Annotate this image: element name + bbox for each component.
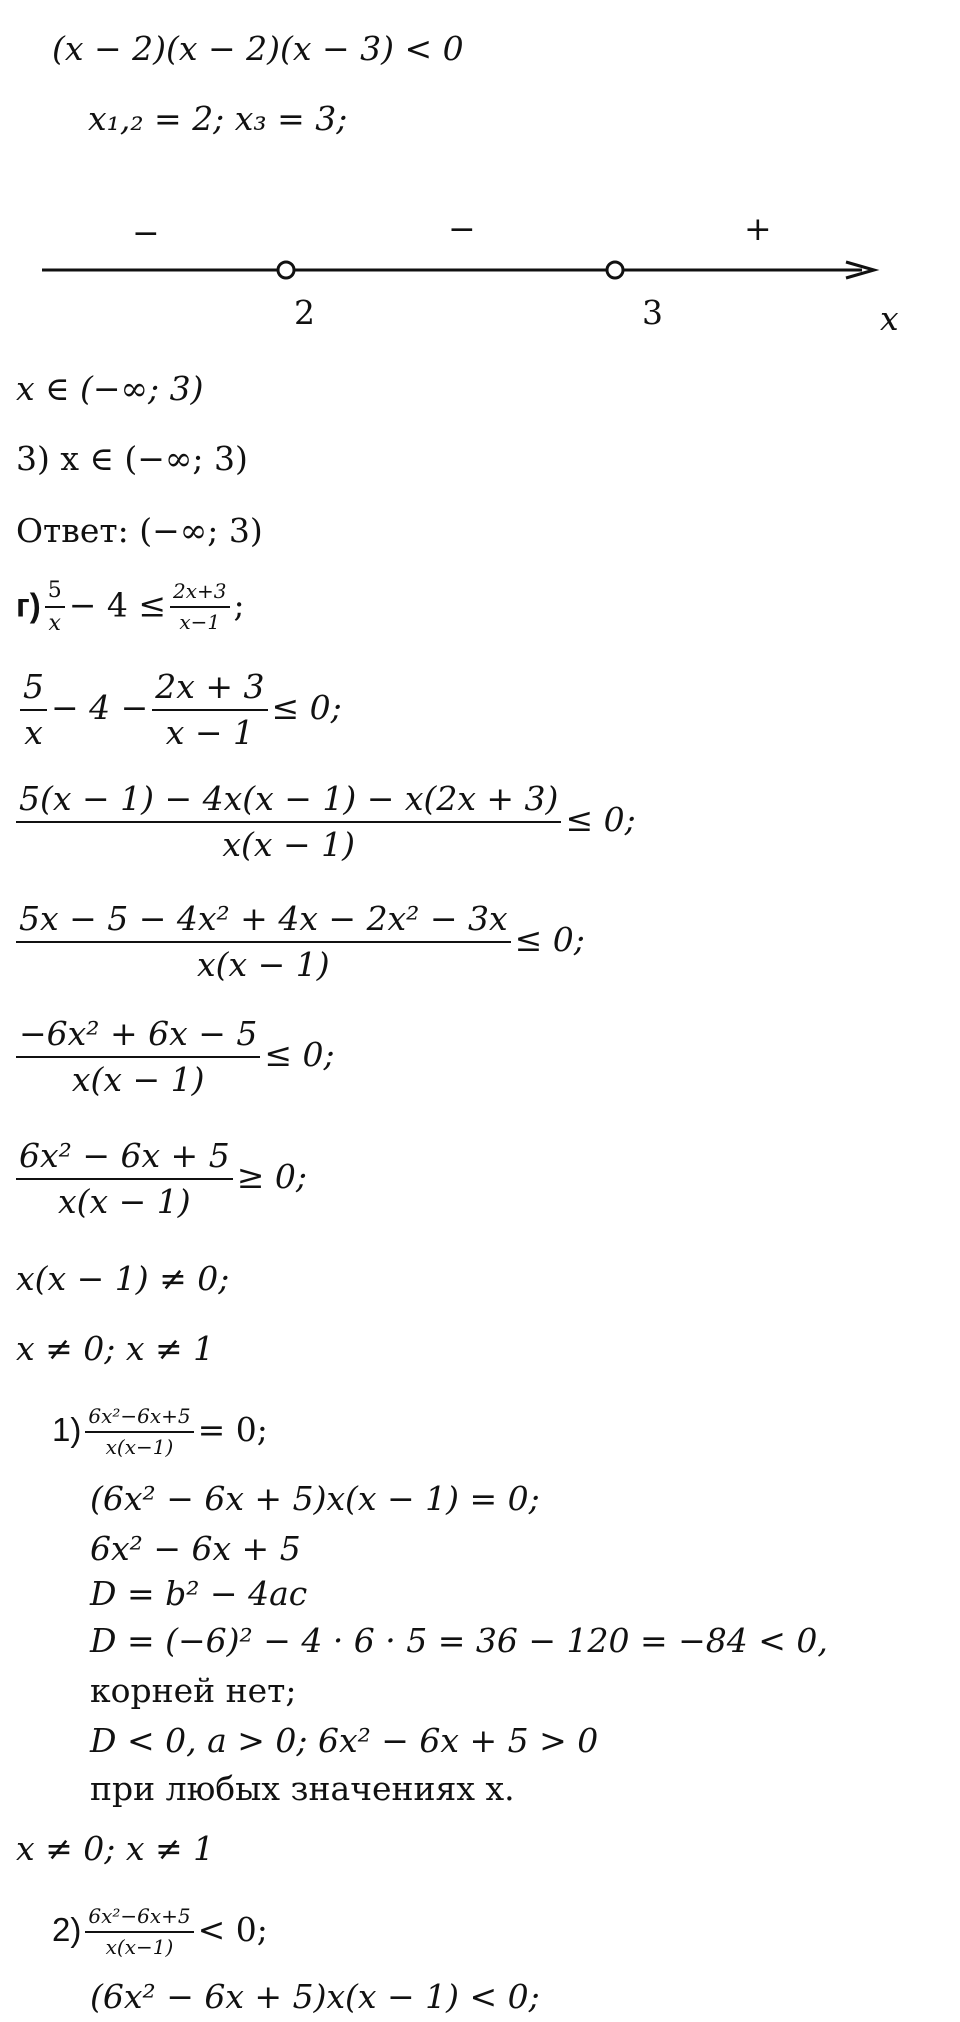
numerator: 5x − 5 − 4x² + 4x − 2x² − 3x [16,900,511,943]
expression-tail: ≤ 0; [514,919,585,959]
fraction [45,578,65,637]
sign-minus-2: − [448,209,476,248]
number-line [0,200,960,350]
sub-1-line: D = b² − 4ac [90,1574,308,1613]
part-g-statement [16,578,245,637]
numerator: 2x + 3 [152,668,267,711]
denominator: x−1 [179,610,221,635]
denominator: x [48,611,61,637]
fraction [16,780,561,864]
sign-minus-1: − [132,213,160,252]
numerator: 5 [45,578,65,608]
point-label-2: 2 [294,293,315,332]
step-2 [16,780,636,864]
step-4 [16,1015,335,1099]
sub-1-line: D < 0, a > 0; 6x² − 6x + 5 > 0 [90,1721,599,1760]
numerator: −6x² + 6x − 5 [16,1015,260,1058]
open-point-2 [278,262,294,278]
expression-tail: ≤ 0; [271,687,342,727]
expression-middle: − 4 ≤ [68,585,167,625]
sub-1-line: (6x² − 6x + 5)x(x − 1) = 0; [90,1479,540,1518]
sub-2-line: (6x² − 6x + 5)x(x − 1) < 0; [90,1977,540,2016]
axis-label: x [880,299,899,338]
sub-1-line: при любых значениях x. [90,1769,515,1808]
sub-1-head [52,1405,268,1459]
step-1 [16,668,342,752]
step-3 [16,900,585,984]
expression-tail: < 0; [197,1910,268,1949]
denominator: x [24,712,43,752]
fraction [20,668,47,752]
expression-middle: − 4 − [51,687,149,727]
numerator: 6x²−6x+5 [85,1905,193,1933]
expression-tail: ≥ 0; [236,1156,307,1196]
point-label-3: 3 [642,293,663,332]
fraction [85,1905,193,1959]
interval-line: x ∈ (−∞; 3) [16,369,204,408]
fraction [152,668,267,752]
sub-2-label: 2) [52,1911,82,1948]
step-6: x(x − 1) ≠ 0; [16,1259,230,1298]
sign-plus: + [744,209,772,248]
step-3-result: 3) x ∈ (−∞; 3) [16,439,248,478]
denominator: x(x−1) [105,1435,174,1459]
numerator: 6x² − 6x + 5 [16,1137,233,1180]
expression-tail: ≤ 0; [565,799,636,839]
open-point-3 [607,262,623,278]
inequality-line: (x − 2)(x − 2)(x − 3) < 0 [52,29,464,68]
answer-line: Ответ: (−∞; 3) [16,511,263,550]
step-7: x ≠ 0; x ≠ 1 [16,1329,215,1368]
expression-tail: ; [233,585,245,625]
part-g-label: г) [16,586,41,624]
expression-tail: ≤ 0; [264,1034,335,1074]
numerator: 2x+3 [170,580,230,608]
denominator: x(x − 1) [222,824,356,864]
fraction [170,580,230,634]
numerator: 5(x − 1) − 4x(x − 1) − x(2x + 3) [16,780,561,823]
step-5 [16,1137,307,1221]
denominator: x − 1 [165,712,255,752]
fraction [16,1015,260,1099]
step-8: x ≠ 0; x ≠ 1 [16,1829,215,1868]
denominator: x(x − 1) [58,1181,191,1221]
fraction [16,1137,233,1221]
numerator: 5 [20,668,47,711]
expression-tail: = 0; [197,1410,268,1449]
sub-1-label: 1) [52,1411,82,1448]
roots-line: x₁,₂ = 2; x₃ = 3; [88,99,348,138]
denominator: x(x − 1) [197,944,330,984]
denominator: x(x−1) [105,1935,174,1959]
denominator: x(x − 1) [71,1059,205,1099]
sub-1-line: 6x² − 6x + 5 [90,1529,301,1568]
numerator: 6x²−6x+5 [85,1405,193,1433]
fraction [85,1405,193,1459]
fraction [16,900,511,984]
sub-2-head [52,1905,268,1959]
sub-1-line: корней нет; [90,1671,297,1710]
sub-1-line: D = (−6)² − 4 · 6 · 5 = 36 − 120 = −84 < 0, [90,1621,828,1660]
